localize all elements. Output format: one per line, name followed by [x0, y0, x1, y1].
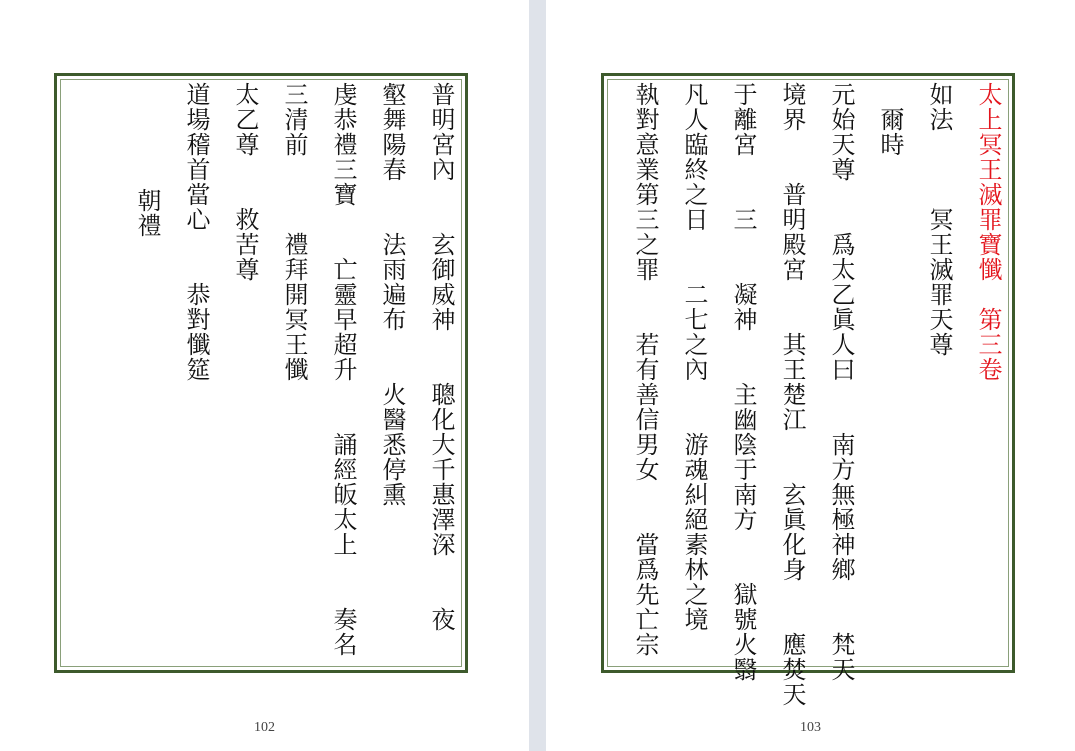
page-frame	[54, 73, 468, 673]
text-column: 元始天尊 爲太乙眞人曰 南方無極神鄉 梵天	[827, 82, 855, 682]
text-column: 凡人臨終之日 二七之內 游魂糾絕素林之境	[680, 82, 708, 632]
text-column: 壑舞陽春 法雨遍布 火醫悉停熏	[378, 82, 406, 507]
text-column: 普明宮內 玄御威神 聰化大千惠澤深 夜	[427, 82, 455, 632]
text-column: 虔恭禮三寶 亡靈早超升 誦經皈太上 奏名	[329, 82, 357, 657]
text-column: 道場稽首當心 恭對懺筵	[182, 82, 210, 382]
page-103	[546, 0, 1075, 751]
text-column: 如法 冥王滅罪天尊	[925, 82, 953, 357]
text-column: 太乙尊 救苦尊	[231, 82, 259, 282]
page-102	[0, 0, 529, 751]
text-column: 境界 普明殿宮 其王楚江 玄眞化身 應焚天	[778, 82, 806, 707]
text-column: 三清前 禮拜開冥王懺	[280, 82, 308, 382]
page-number: 103	[800, 720, 821, 735]
page-frame	[601, 73, 1015, 707]
text-column: 爾時	[876, 82, 904, 157]
chapter-title: 太上冥王滅罪寶懺 第三卷	[974, 82, 1002, 382]
text-column: 于離宮 三 凝神 主幽陰于南方 獄號火翳	[729, 82, 757, 682]
page-number: 102	[254, 720, 275, 735]
text-column: 朝禮	[133, 138, 161, 238]
text-column: 執對意業第三之罪 若有善信男女 當爲先亡宗	[631, 82, 659, 657]
